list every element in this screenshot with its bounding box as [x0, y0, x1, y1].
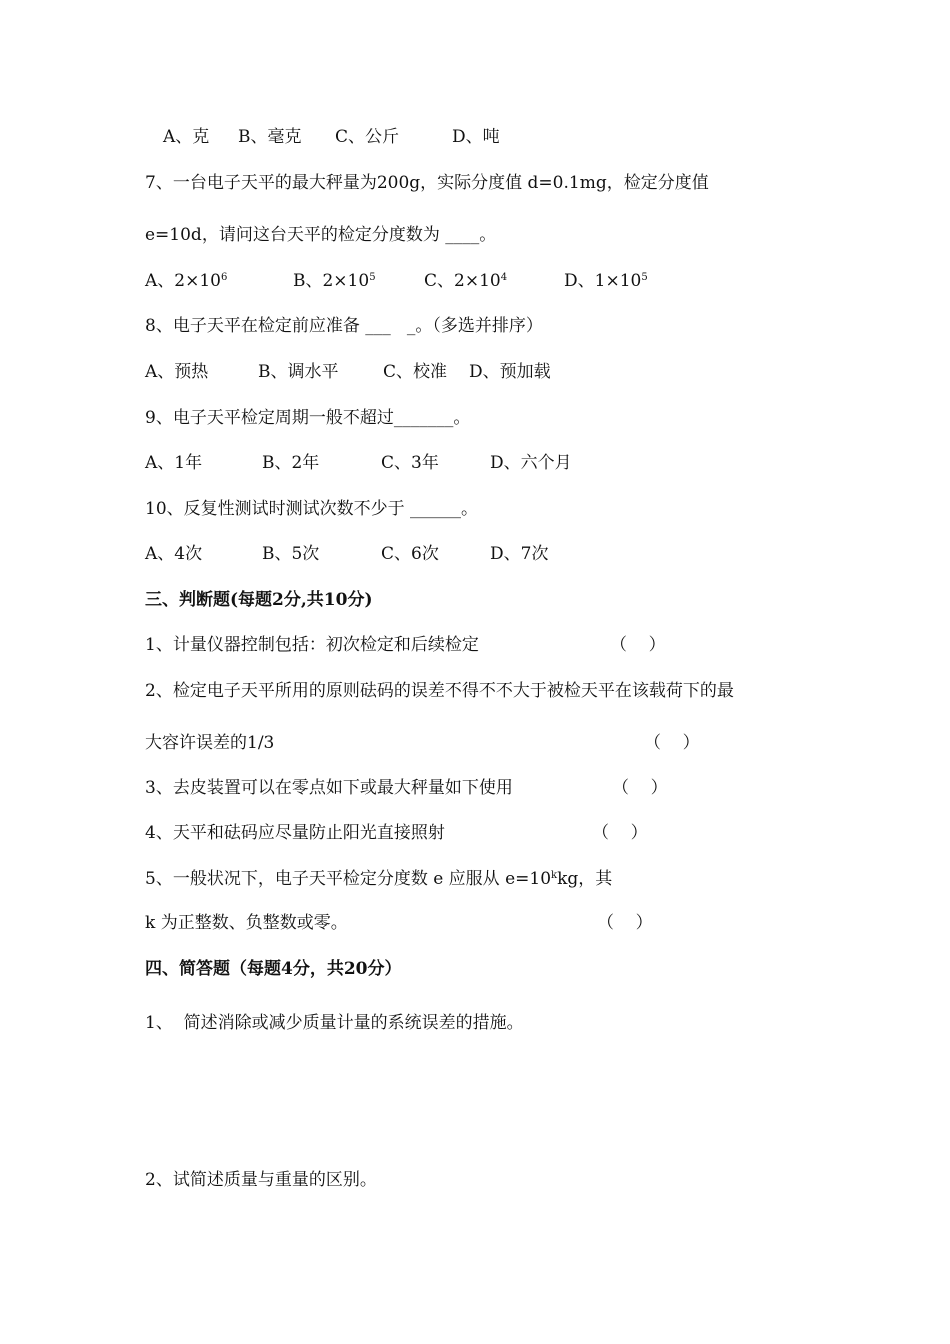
q9-text: 9、电子天平检定周期一般不超过_______。 — [145, 408, 471, 428]
q7-option-c-base: C、2×10 — [424, 271, 501, 291]
judge-paren-2: （ ） — [644, 733, 700, 753]
q8-option-b: B、调水平 — [258, 362, 339, 382]
q7-option-d-base: D、1×10 — [564, 271, 642, 291]
judge-paren-3: （ ） — [612, 778, 668, 798]
q10-option-b: B、5次 — [262, 544, 320, 564]
judge-item-5a-post: kg，其 — [557, 869, 613, 889]
q7-option-b — [293, 270, 376, 292]
judge-item-2a: 2、检定电子天平所用的原则砝码的误差不得不不大于被检天平在该载荷下的最 — [145, 681, 734, 701]
judge-item-4: 4、天平和砝码应尽量防止阳光直接照射 — [145, 823, 445, 843]
judge-item-5b: k 为正整数、负整数或零。 — [145, 913, 348, 933]
q8-option-d: D、预加载 — [469, 362, 551, 382]
q9-option-b: B、2年 — [262, 453, 320, 473]
q7-option-b-exp: 5 — [369, 272, 376, 283]
q7-option-c-exp: 4 — [500, 272, 508, 283]
judge-item-1: 1、计量仪器控制包括：初次检定和后续检定 — [145, 635, 479, 655]
short-answer-q2: 2、试简述质量与重量的区别。 — [145, 1170, 377, 1190]
judge-paren-5: （ ） — [597, 913, 653, 933]
judge-item-3: 3、去皮装置可以在零点如下或最大秤量如下使用 — [145, 778, 513, 798]
q8-text: 8、电子天平在检定前应准备 ___ _。（多选并排序） — [145, 316, 543, 336]
q6-option-d: D、吨 — [452, 127, 500, 147]
judge-paren-4: （ ） — [592, 823, 648, 843]
section3-heading: 三、判断题(每题2分,共10分) — [145, 590, 373, 610]
judge-item-5a-pre: 5、一般状况下，电子天平检定分度数 e 应服从 e=10 — [145, 869, 552, 889]
q6-option-a: A、克 — [163, 127, 210, 147]
judge-item-5a — [145, 868, 612, 890]
judge-paren-1: （ ） — [610, 635, 666, 655]
q7-option-c — [424, 270, 507, 292]
q9-option-c: C、3年 — [381, 453, 439, 473]
q7-option-b-base: B、2×10 — [293, 271, 370, 291]
q10-option-a: A、4次 — [145, 544, 203, 564]
q7-option-d — [564, 270, 648, 292]
q9-option-a: A、1年 — [145, 453, 203, 473]
q6-option-b: B、毫克 — [238, 127, 302, 147]
q10-text: 10、反复性测试时测试次数不少于 ______。 — [145, 499, 479, 519]
q9-option-d: D、六个月 — [490, 453, 572, 473]
q7-line1: 7、一台电子天平的最大秤量为200g，实际分度值 d=0.1mg，检定分度值 — [145, 173, 709, 193]
q8-option-a: A、预热 — [145, 362, 209, 382]
q8-option-c: C、校准 — [383, 362, 448, 382]
q7-line2: e=10d，请问这台天平的检定分度数为 ____。 — [145, 225, 497, 245]
q7-option-d-exp: 5 — [641, 272, 648, 283]
short-answer-q1: 1、 简述消除或减少质量计量的系统误差的措施。 — [145, 1013, 524, 1033]
q7-option-a-exp: 6 — [220, 272, 228, 283]
q10-option-c: C、6次 — [381, 544, 439, 564]
section4-heading: 四、简答题（每题4分，共20分） — [145, 959, 402, 979]
q7-option-a-base: A、2×10 — [145, 271, 221, 291]
judge-item-2b: 大容许误差的1/3 — [145, 733, 275, 753]
judge-item-5a-exp: k — [551, 870, 558, 881]
q7-option-a — [145, 270, 227, 292]
q6-option-c: C、公斤 — [335, 127, 400, 147]
q10-option-d: D、7次 — [490, 544, 549, 564]
